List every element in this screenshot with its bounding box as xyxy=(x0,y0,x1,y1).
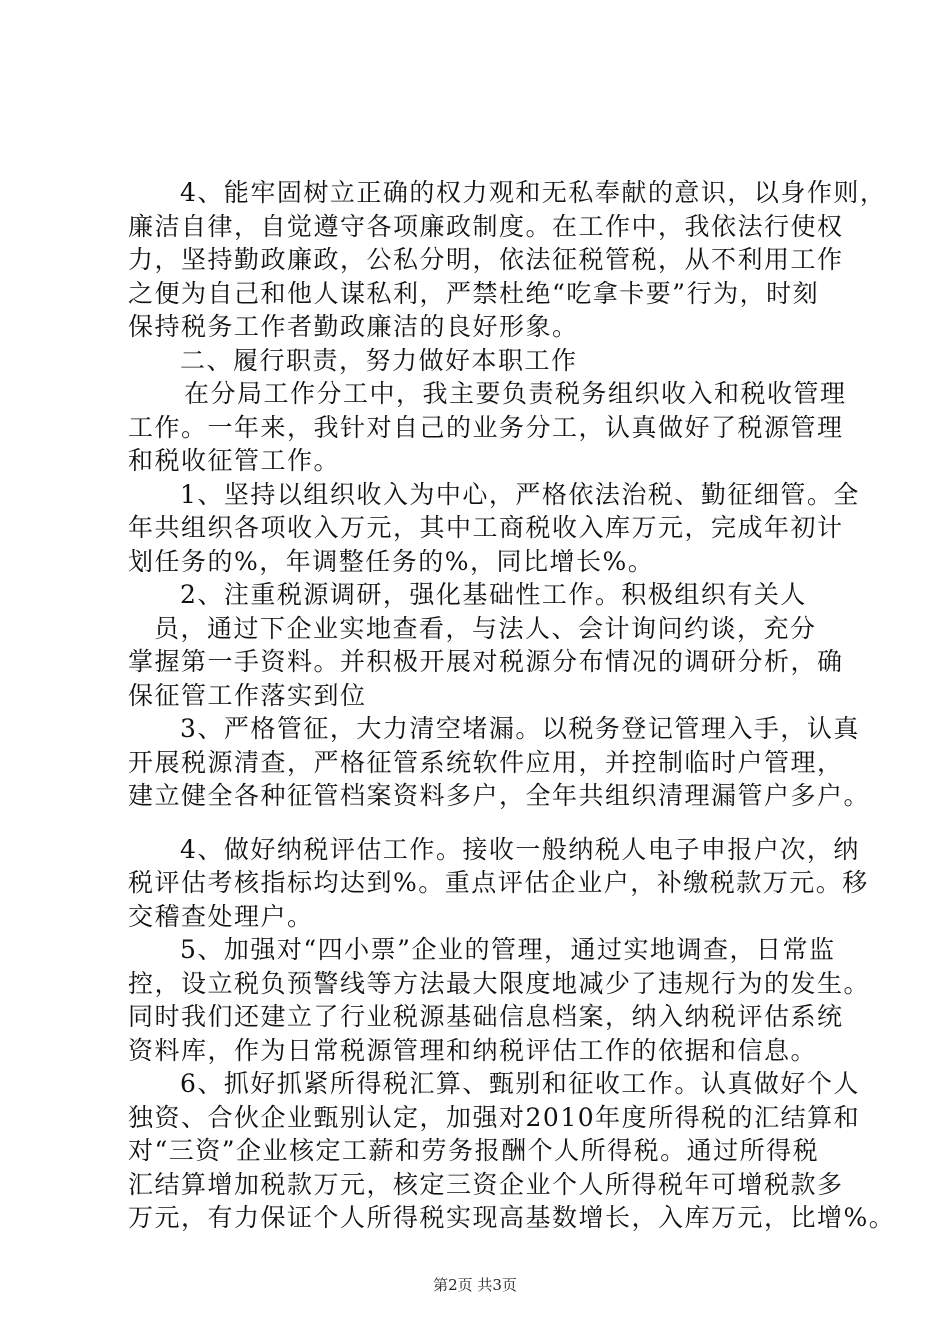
text-line: 2、注重税源调研，强化基础性工作。积极组织有关人 xyxy=(180,580,807,609)
text-line: 保持税务工作者勤政廉洁的良好形象。 xyxy=(128,312,579,341)
text-line: 同时我们还建立了行业税源基础信息档案，纳入纳税评估系统 xyxy=(128,1002,844,1031)
text-line: 力，坚持勤政廉政，公私分明，依法征税管税，从不利用工作 xyxy=(128,245,844,274)
text-line: 员，通过下企业实地查看，与法人、会计询问约谈，充分 xyxy=(154,613,817,643)
text-line: 万元，有力保证个人所得税实现高基数增长，入库万元，比增%。 xyxy=(128,1203,896,1232)
text-line: 保征管工作落实到位 xyxy=(128,680,367,710)
page-footer xyxy=(0,1274,950,1295)
page-number-label: 第2页 共3页 xyxy=(433,1276,517,1294)
text-line: 开展税源清查，严格征管系统软件应用，并控制临时户管理， xyxy=(128,747,844,777)
text-line: 4、做好纳税评估工作。接收一般纳税人电子申报户次，纳 xyxy=(180,834,860,864)
text-line: 资料库，作为日常税源管理和纳税评估工作的依据和信息。 xyxy=(128,1035,818,1065)
text-line: 廉洁自律，自觉遵守各项廉政制度。在工作中，我依法行使权 xyxy=(128,211,844,241)
text-line: 税评估考核指标均达到%。重点评估企业户，补缴税款万元。移 xyxy=(128,868,869,897)
text-line: 对“三资”企业核定工薪和劳务报酬个人所得税。通过所得税 xyxy=(128,1136,820,1165)
text-line: 工作。一年来，我针对自己的业务分工，认真做好了税源管理 xyxy=(128,412,844,442)
paragraph-gap xyxy=(128,813,833,833)
text-line: 建立健全各种征管档案资料多户，全年共组织清理漏管户多户。 xyxy=(128,781,871,810)
text-line: 3、严格管征，大力清空堵漏。以税务登记管理入手，认真 xyxy=(180,714,860,743)
text-line: 年共组织各项收入万元，其中工商税收入库万元，完成年初计 xyxy=(128,513,844,542)
text-line: 之便为自己和他人谋私利，严禁杜绝“吃拿卡要”行为，时刻 xyxy=(128,278,820,308)
text-line: 4、能牢固树立正确的权力观和无私奉献的意识，以身作则， xyxy=(180,178,887,207)
text-line: 和税收征管工作。 xyxy=(128,446,341,475)
text-line: 汇结算增加税款万元，核定三资企业个人所得税年可增税款多 xyxy=(128,1169,844,1199)
text-line: 6、抓好抓紧所得税汇算、甄别和征收工作。认真做好个人 xyxy=(180,1069,860,1098)
text-line: 划任务的%，年调整任务的%，同比增长%。 xyxy=(128,546,655,576)
text-line: 5、加强对“四小票”企业的管理，通过实地调查，日常监 xyxy=(180,935,836,964)
section-heading: 二、履行职责，努力做好本职工作 xyxy=(180,345,578,375)
text-line: 掌握第一手资料。并积极开展对税源分布情况的调研分析，确 xyxy=(128,647,844,676)
text-line: 1、坚持以组织收入为中心，严格依法治税、勤征细管。全 xyxy=(180,479,860,509)
document-body xyxy=(128,176,896,1235)
text-line: 交稽查处理户。 xyxy=(128,901,314,931)
text-line: 独资、合伙企业甄别认定，加强对2010年度所得税的汇结算和 xyxy=(128,1102,861,1132)
text-line: 控，设立税负预警线等方法最大限度地减少了违规行为的发生。 xyxy=(128,968,871,998)
text-line: 在分局工作分工中，我主要负责税务组织收入和税收管理 xyxy=(184,379,847,408)
